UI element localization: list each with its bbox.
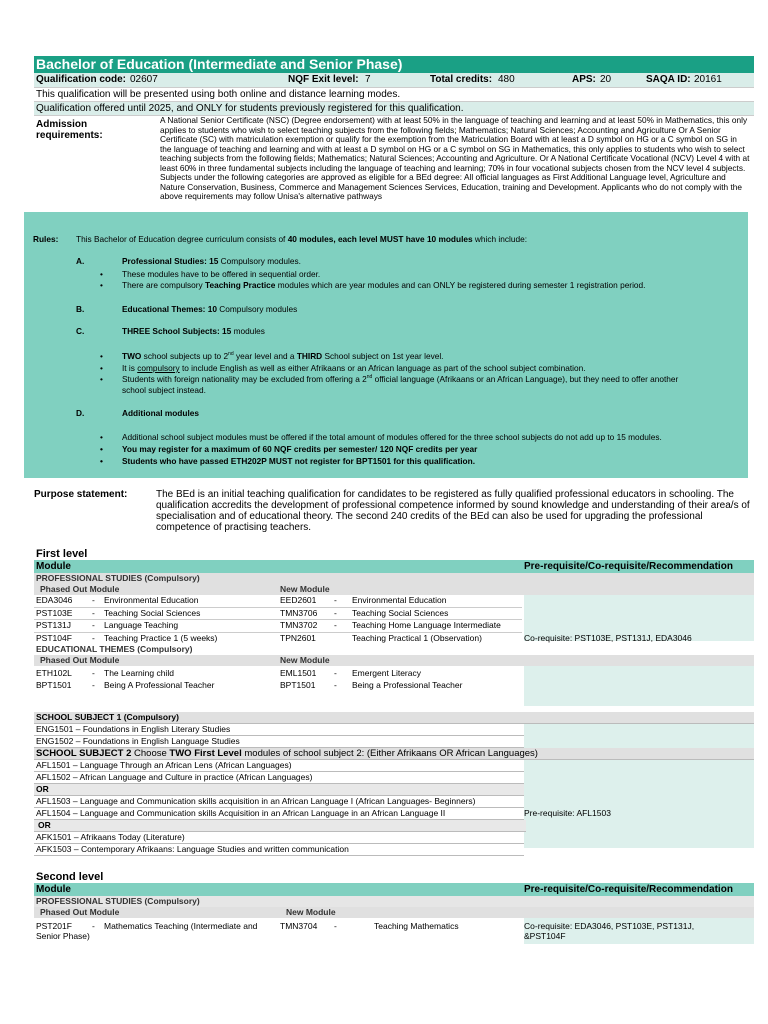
list-item: AFL1501 – Language Through an African Lens (African Languages)	[34, 760, 524, 772]
mode-note: This qualification will be presented using both online and distance learning modes.	[34, 88, 754, 102]
ss1-header: SCHOOL SUBJECT 1 (Compulsory)	[34, 712, 754, 724]
aps-label: APS:	[572, 74, 596, 85]
rule-a-bullet-1: • These modules have to be offered in sequential order.	[122, 269, 320, 279]
prof-studies-header: PROFESSIONAL STUDIES (Compulsory)	[34, 573, 754, 584]
table-row: PST103E - Teaching Social Sciences TMN3706 - Teaching Social Sciences	[34, 608, 522, 621]
table-row: EDA3046 - Environmental Education EED2601 - Environmental Education	[34, 595, 522, 608]
admission-requirements	[34, 116, 754, 216]
rule-c-bullet-2: • It is compulsory to include English as well as either Afrikaans or an African language as part of the school subject combination.	[122, 363, 586, 373]
rule-a-title: Professional Studies: 15 Compulsory modules.	[122, 256, 301, 266]
first-level-header: Module Pre-requisite/Co-requisite/Recommendation	[34, 560, 754, 573]
saqa-value: 20161	[694, 74, 722, 85]
rule-c-title: THREE School Subjects: 15 modules	[122, 326, 265, 336]
school-subjects	[34, 712, 754, 856]
prof-rows	[34, 595, 754, 644]
list-item: AFL1502 – African Language and Culture in practice (African Languages)	[34, 772, 524, 784]
list-item: ENG1501 – Foundations in English Literary Studies	[34, 724, 524, 736]
rule-d-bullet-3: • Students who have passed ETH202P MUST not register for BPT1501 for this qualification.	[122, 456, 475, 466]
rule-c-bullet-3: • Students with foreign nationality may be excluded from offering a 2nd official language (Afrikaans or an African Language), but they need to offer another	[122, 374, 678, 384]
tpn2601-prereq: Co-requisite: PST103E, PST131J, EDA3046	[524, 632, 692, 643]
purpose-text: The BEd is an initial teaching qualification for candidates to be registered as fully qualified professional educators in schooling. The qualification accredits the development of professional competence informed by sound knowledge and understanding of their area/s of specialisation and of educational theory. The second 240 credits of the BEd can also be used for upgrading the professional competence of practising teachers.	[156, 489, 750, 533]
rules-section	[24, 212, 748, 478]
nqf-value: 7	[365, 74, 371, 85]
rule-c-letter: C.	[76, 326, 85, 336]
second-level-table	[34, 883, 754, 944]
ss2-header: SCHOOL SUBJECT 2 Choose TWO First Level modules of school subject 2: (Either Afrikaans OR African Languages)	[34, 748, 754, 760]
list-item: AFK1503 – Contemporary Afrikaans: Language Studies and written communication	[34, 844, 524, 856]
second-level-header: Module Pre-requisite/Co-requisite/Recommendation	[34, 883, 754, 896]
rule-b-letter: B.	[76, 304, 85, 314]
prof-columns-header: Phased Out Module New Module	[34, 584, 754, 595]
page-title: Bachelor of Education (Intermediate and Senior Phase)	[34, 56, 754, 73]
or-divider: OR	[34, 784, 524, 796]
header-block	[34, 56, 754, 216]
rule-d-title: Additional modules	[122, 408, 199, 418]
list-item: AFK1501 – Afrikaans Today (Literature)	[34, 832, 524, 844]
rule-d-bullet-2: • You may register for a maximum of 60 NQF credits per semester/ 120 NQF credits per year	[122, 444, 477, 454]
rule-a-bullet-2: • There are compulsory Teaching Practice modules which are year modules and can ONLY be registered during semester 1 registration period.	[122, 280, 645, 290]
rule-b-title: Educational Themes: 10 Compulsory modules	[122, 304, 298, 314]
admission-label: Admission requirements:	[36, 119, 103, 141]
rules-label: Rules:	[33, 234, 59, 244]
first-level-table	[34, 560, 754, 856]
second-columns-header: Phased Out Module New Module	[34, 907, 754, 918]
nqf-label: NQF Exit level:	[288, 74, 359, 85]
afl1504-prereq: Pre-requisite: AFL1503	[524, 808, 611, 818]
rule-c-bullet-1: • TWO school subjects up to 2nd year level and a THIRD School subject on 1st year level.	[122, 351, 443, 361]
rules-intro: This Bachelor of Education degree curriculum consists of 40 modules, each level MUST have 10 modules which include:	[76, 234, 528, 244]
rule-c-bullet-3-cont: school subject instead.	[122, 385, 206, 395]
second-prof-header: PROFESSIONAL STUDIES (Compulsory)	[34, 896, 754, 907]
qualification-summary	[34, 73, 754, 88]
rule-d-bullet-1: • Additional school subject modules must be offered if the total amount of modules offered for the three school subjects do not add up to 15 modules.	[122, 432, 662, 442]
or-divider: OR	[34, 820, 526, 832]
offered-until-note: Qualification offered until 2025, and ONLY for students previously registered for this qualification.	[34, 102, 754, 116]
first-level-title: First level	[36, 548, 88, 560]
table-row: PST131J - Language Teaching TMN3702 - Teaching Home Language Intermediate	[34, 620, 522, 633]
edu-rows	[34, 666, 754, 706]
saqa-label: SAQA ID:	[646, 74, 691, 85]
qual-code-label: Qualification code:	[36, 74, 127, 85]
table-row: PST104F - Teaching Practice 1 (5 weeks) TPN2601 Teaching Practical 1 (Observation) Co-requisite: PST103E, PST131J, EDA3046	[36, 632, 692, 643]
table-row: PST201F - Mathematics Teaching (Intermediate and Senior Phase) TMN3704 - Teaching Mathematics Co-requisite: EDA3046, PST103E, PST131J, &PST104F	[34, 918, 754, 944]
table-row: BPT1501 - Being A Professional Teacher BPT1501 - Being a Professional Teacher	[36, 680, 463, 690]
table-row: ETH102L - The Learning child EML1501 - Emergent Literacy	[36, 668, 421, 678]
qual-code-value: 02607	[130, 74, 158, 85]
list-item: ENG1502 – Foundations in English Language Studies	[34, 736, 524, 748]
list-item: AFL1504 – Language and Communication skills Acquisition in an African Language in an African Language II Pre-requisite: AFL1503	[36, 808, 611, 818]
credits-label: Total credits:	[430, 74, 493, 85]
credits-value: 480	[498, 74, 515, 85]
edu-columns-header: Phased Out Module New Module	[34, 655, 754, 666]
purpose-label: Purpose statement:	[34, 489, 128, 500]
rule-a-letter: A.	[76, 256, 85, 266]
aps-value: 20	[600, 74, 612, 85]
list-item: AFL1503 – Language and Communication skills acquisition in an African Language I (African Languages- Beginners)	[34, 796, 524, 808]
edu-themes-header: EDUCATIONAL THEMES (Compulsory)	[34, 644, 754, 655]
admission-text: A National Senior Certificate (NSC) (Degree endorsement) with at least 50% in the language of teaching and learning and at least 50% in Mathematics, this only applies to students who wish to select teaching subjects from the following fields; Mathematics; Natural Sciences; Accounting and Agriculture Or A Senior Certificate (SC) with matriculation exemption or qualify for the exemption from the Matriculation Board with at least a D symbol on HG or a C symbol on SG in the language of teaching and learning and with at least a D symbol on HG or a C symbol on SG in Mathematics, this only applies to students who wish to select teaching subjects from the following fields; Mathematics; Natural Sciences; Accounting and Agriculture. Or A National Certificate Vocational (NCV) Level 4 with at least 60% in three fundamental subjects including the language of teaching and learning; 70% in four vocational subjects chosen from the NCV level 4 subjects. Subjects under the following categories are approved as eligible for a BEd degree: All official languages as First Additional Language level, Agriculture and Nature Conservation, Business, Commerce and Management Sciences Services, Education, training and Development. Applicants who do not comply with the above requirements may follow Unisa's alternative pathways	[160, 115, 750, 201]
second-level-title: Second level	[36, 871, 104, 883]
rule-d-letter: D.	[76, 408, 85, 418]
